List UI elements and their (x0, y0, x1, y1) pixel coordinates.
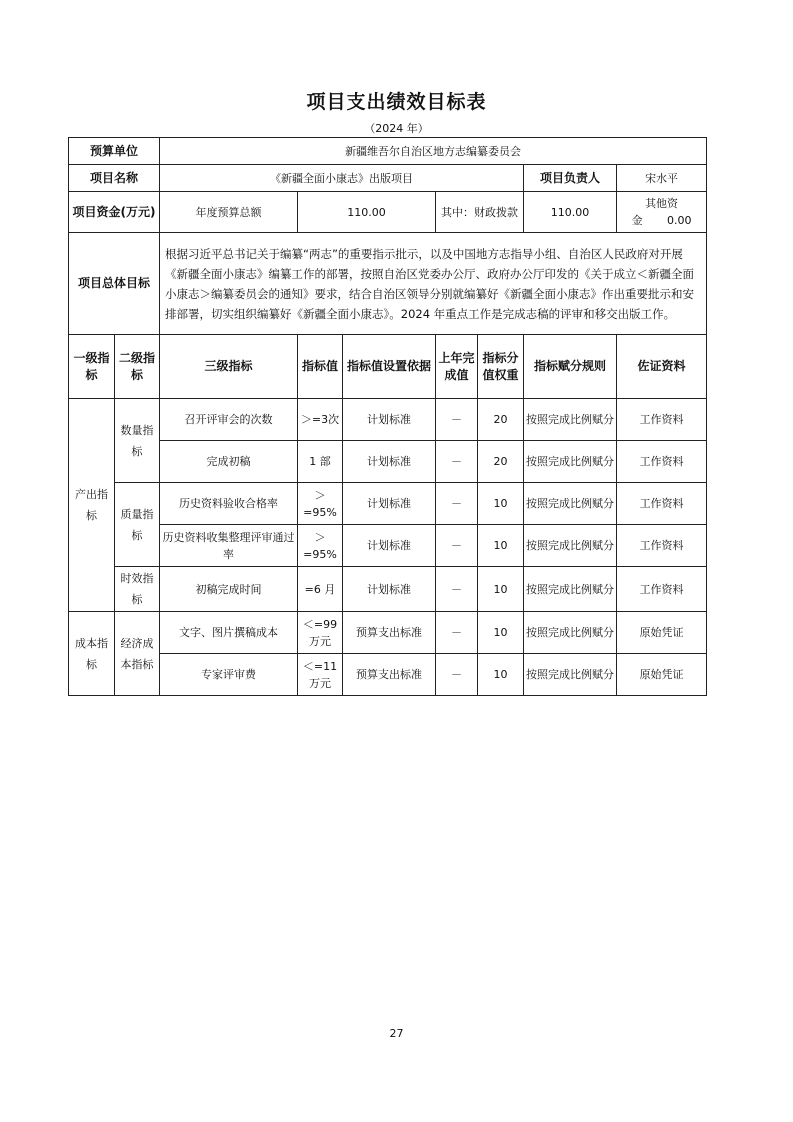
basis-cell: 计划标准 (343, 525, 436, 567)
last-year-cell: － (436, 654, 478, 696)
page-number: 27 (389, 1027, 404, 1040)
value-cell: ＞=3次 (298, 399, 343, 441)
header-value: 指标值 (298, 335, 343, 399)
value-cell: ＞=95% (298, 483, 343, 525)
year-label: （2024 年） (364, 122, 429, 135)
table-row (69, 525, 707, 567)
level2-quality: 质量指标 (115, 483, 160, 567)
header-evidence: 佐证资料 (617, 335, 707, 399)
last-year-cell: － (436, 483, 478, 525)
last-year-cell: － (436, 525, 478, 567)
overall-goal-label: 项目总体目标 (69, 233, 160, 335)
project-leader-value: 宋水平 (617, 165, 707, 192)
rule-cell: 按照完成比例赋分 (524, 567, 617, 612)
last-year-cell: － (436, 612, 478, 654)
table-row (69, 483, 707, 525)
fiscal-allocation-label: 其中：财政拨款 (436, 192, 524, 233)
basis-cell: 计划标准 (343, 483, 436, 525)
budget-unit-value: 新疆维吾尔自治区地方志编纂委员会 (160, 138, 707, 165)
weight-cell: 20 (478, 441, 524, 483)
other-funds-value: 0.00 (667, 214, 692, 227)
header-row (69, 335, 707, 399)
table-row (69, 399, 707, 441)
last-year-cell: － (436, 567, 478, 612)
rule-cell: 按照完成比例赋分 (524, 441, 617, 483)
annual-budget-value: 110.00 (298, 192, 436, 233)
table-row (69, 567, 707, 612)
indicator-cell: 完成初稿 (160, 441, 298, 483)
header-weight: 指标分值权重 (478, 335, 524, 399)
indicator-cell: 历史资料收集整理评审通过率 (160, 525, 298, 567)
level2-economic-cost: 经济成本指标 (115, 612, 160, 696)
evidence-cell: 工作资料 (617, 441, 707, 483)
basis-cell: 计划标准 (343, 399, 436, 441)
indicator-cell: 召开评审会的次数 (160, 399, 298, 441)
indicator-cell: 初稿完成时间 (160, 567, 298, 612)
value-cell: ＞=95% (298, 525, 343, 567)
indicator-cell: 文字、图片撰稿成本 (160, 612, 298, 654)
rule-cell: 按照完成比例赋分 (524, 654, 617, 696)
budget-unit-label: 预算单位 (69, 138, 160, 165)
weight-cell: 20 (478, 399, 524, 441)
table-row (69, 654, 707, 696)
indicator-cell: 专家评审费 (160, 654, 298, 696)
value-cell: ＜=99万元 (298, 612, 343, 654)
weight-cell: 10 (478, 567, 524, 612)
project-funds-label: 项目资金(万元) (69, 192, 160, 233)
other-funds-label: 其他资金 (631, 197, 679, 227)
project-name-value: 《新疆全面小康志》出版项目 (160, 165, 524, 192)
value-cell: ＜=11万元 (298, 654, 343, 696)
basis-cell: 计划标准 (343, 567, 436, 612)
evidence-cell: 工作资料 (617, 567, 707, 612)
evidence-cell: 原始凭证 (617, 654, 707, 696)
project-leader-label: 项目负责人 (524, 165, 617, 192)
table-row (69, 441, 707, 483)
basis-cell: 预算支出标准 (343, 654, 436, 696)
fiscal-allocation-value: 110.00 (524, 192, 617, 233)
project-name-row (69, 165, 707, 192)
overall-goal-row (69, 233, 707, 335)
value-cell: 1 部 (298, 441, 343, 483)
other-funds-cell (617, 192, 707, 233)
evidence-cell: 工作资料 (617, 525, 707, 567)
overall-goal-text: 根据习近平总书记关于编纂“两志”的重要指示批示，以及中国地方志指导小组、自治区人民政府对开展《新疆全面小康志》编纂工作的部署，按照自治区党委办公厅、政府办公厅印发的《关于成立＜新疆全面小康志＞编纂委员会的通知》要求，结合自治区领导分别就编纂好《新疆全面小康志》作出重要批示和安排部署，切实组织编纂好《新疆全面小康志》。2024 年重点工作是完成志稿的评审和移交出版工作。 (160, 233, 707, 335)
basis-cell: 预算支出标准 (343, 612, 436, 654)
rule-cell: 按照完成比例赋分 (524, 483, 617, 525)
project-funds-row (69, 192, 707, 233)
table-row (69, 612, 707, 654)
evidence-cell: 工作资料 (617, 399, 707, 441)
evidence-cell: 工作资料 (617, 483, 707, 525)
level2-quantity: 数量指标 (115, 399, 160, 483)
basis-cell: 计划标准 (343, 441, 436, 483)
weight-cell: 10 (478, 654, 524, 696)
budget-unit-row (69, 138, 707, 165)
header-basis: 指标值设置依据 (343, 335, 436, 399)
level1-cost: 成本指标 (69, 612, 115, 696)
project-name-label: 项目名称 (69, 165, 160, 192)
performance-table (68, 137, 707, 696)
rule-cell: 按照完成比例赋分 (524, 399, 617, 441)
rule-cell: 按照完成比例赋分 (524, 525, 617, 567)
last-year-cell: － (436, 399, 478, 441)
level2-timeliness: 时效指标 (115, 567, 160, 612)
weight-cell: 10 (478, 483, 524, 525)
header-level1: 一级指标 (69, 335, 115, 399)
rule-cell: 按照完成比例赋分 (524, 612, 617, 654)
evidence-cell: 原始凭证 (617, 612, 707, 654)
level1-output: 产出指标 (69, 399, 115, 612)
weight-cell: 10 (478, 525, 524, 567)
last-year-cell: － (436, 441, 478, 483)
value-cell: =6 月 (298, 567, 343, 612)
header-level3: 三级指标 (160, 335, 298, 399)
indicator-cell: 历史资料验收合格率 (160, 483, 298, 525)
page-title: 项目支出绩效目标表 (306, 91, 487, 113)
header-rule: 指标赋分规则 (524, 335, 617, 399)
header-level2: 二级指标 (115, 335, 160, 399)
header-last-year: 上年完成值 (436, 335, 478, 399)
annual-budget-label: 年度预算总额 (160, 192, 298, 233)
weight-cell: 10 (478, 612, 524, 654)
